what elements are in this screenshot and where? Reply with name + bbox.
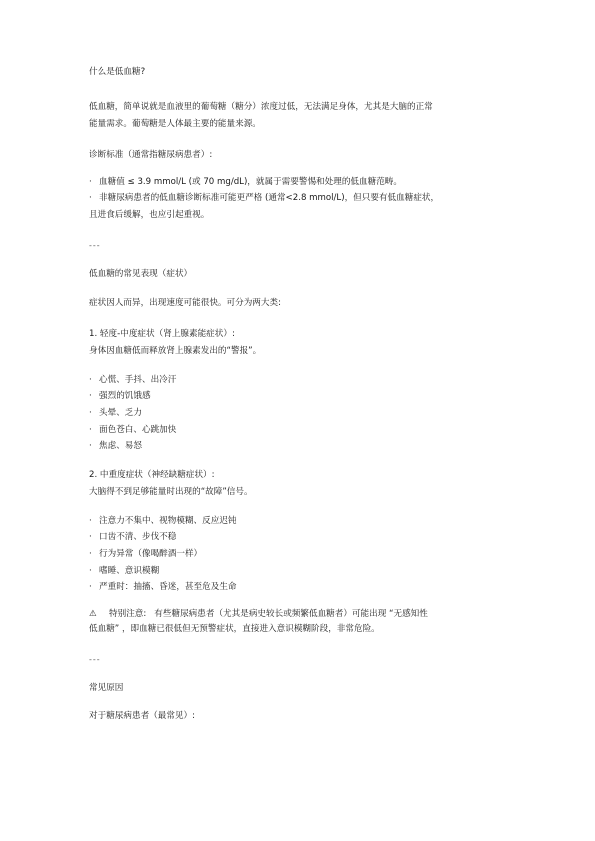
intro-line-1: 低血糖，简单说就是血液里的葡萄糖（糖分）浓度过低，无法满足身体，尤其是大脑的正常 [89, 101, 433, 112]
list-item-text: 焦虑、易怒 [99, 441, 142, 452]
list-item [89, 546, 509, 563]
bullet-dot-icon: · [89, 582, 92, 593]
list-item-text: 头晕、乏力 [99, 407, 142, 418]
list-item [89, 372, 509, 389]
list-item-text: 注意力不集中、视物模糊、反应迟钝 [99, 515, 237, 526]
page-title: 什么是低血糖? [89, 67, 146, 77]
bullet-dot-icon: · [89, 515, 92, 526]
section-divider: --- [89, 654, 101, 664]
criteria-text: 非糖尿病患者的低血糖诊断标准可能更严格 (通常<2.8 mmol/L)，但只要有低血糖症状， [99, 193, 440, 204]
bullet-dot-icon: · [89, 374, 92, 385]
list-item-text: 心慌、手抖、出冷汗 [99, 374, 177, 385]
warning-note [89, 608, 509, 621]
symptoms-intro: 症状因人而异，出现速度可能很快。可分为两大类: [89, 297, 281, 308]
severe-symptoms-desc: 大脑得不到足够能量时出现的“故障”信号。 [89, 486, 253, 497]
bullet-dot-icon: · [89, 407, 92, 418]
criteria-item [89, 174, 509, 191]
list-item-text: 口齿不清、步伐不稳 [99, 532, 177, 543]
bullet-dot-icon: · [89, 193, 92, 204]
severe-symptoms-title: 2. 中重度症状（神经缺糖症状）: [89, 469, 215, 480]
list-item-text: 嗜睡、意识模糊 [99, 565, 160, 576]
bullet-dot-icon: · [89, 424, 92, 435]
list-item-text: 严重时：抽搐、昏迷，甚至危及生命 [99, 582, 237, 593]
list-item [89, 405, 509, 422]
list-item [89, 438, 509, 455]
bullet-dot-icon: · [89, 532, 92, 543]
causes-subheading: 对于糖尿病患者（最常见）: [89, 711, 196, 722]
list-item-text: 强烈的饥饿感 [99, 391, 151, 402]
list-item [89, 513, 509, 530]
mild-symptoms-list [89, 372, 509, 455]
mild-symptoms-title: 1. 轻度-中度症状（肾上腺素能症状）: [89, 328, 235, 339]
bullet-dot-icon: · [89, 565, 92, 576]
criteria-heading: 诊断标准（通常指糖尿病患者）: [89, 149, 213, 160]
list-item [89, 579, 509, 596]
list-item [89, 388, 509, 405]
criteria-continuation: 且进食后缓解，也应引起重视。 [89, 209, 210, 220]
causes-heading: 常见原因 [89, 682, 124, 693]
list-item-text: 行为异常（像喝醉酒一样） [99, 548, 203, 559]
bullet-dot-icon: · [89, 441, 92, 452]
warning-text-line-2: 低血糖” ，即血糖已很低但无预警症状，直接进入意识模糊阶段，非常危险。 [89, 623, 380, 634]
severe-symptoms-list [89, 513, 509, 596]
intro-line-2: 能量需求。葡萄糖是人体最主要的能量来源。 [89, 118, 261, 129]
list-item [89, 529, 509, 546]
document-page [89, 66, 509, 723]
mild-symptoms-desc: 身体因血糖低而释放肾上腺素发出的“警报”。 [89, 345, 262, 356]
criteria-list [89, 174, 509, 207]
bullet-dot-icon: · [89, 176, 92, 187]
warning-text-line-1: 有些糖尿病患者（尤其是病史较长或频繁低血糖者）可能出现 “无感知性 [154, 608, 428, 619]
bullet-dot-icon: · [89, 548, 92, 559]
list-item [89, 563, 509, 580]
symptoms-heading: 低血糖的常见表现（症状） [89, 268, 193, 279]
list-item-text: 面色苍白、心跳加快 [99, 424, 177, 435]
criteria-item [89, 190, 509, 207]
warning-label: 特别注意: [109, 608, 147, 619]
section-divider: --- [89, 240, 101, 250]
bullet-dot-icon: · [89, 391, 92, 402]
criteria-text: 血糖值 ≤ 3.9 mmol/L (或 70 mg/dL)，就属于需要警惕和处理的低血糖范畴。 [99, 176, 402, 187]
list-item [89, 422, 509, 439]
warning-icon: ⚠ [89, 608, 97, 619]
